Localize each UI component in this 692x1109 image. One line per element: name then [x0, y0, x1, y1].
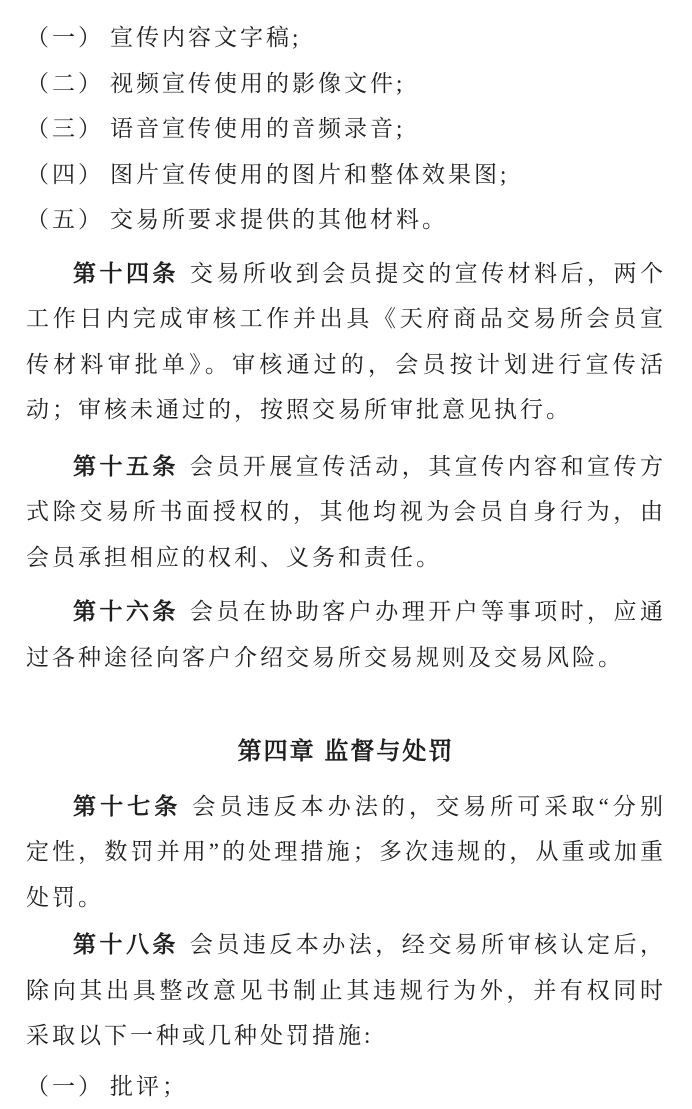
- article-paragraph-14: [26, 251, 666, 433]
- article-number: 第十六条: [73, 599, 179, 624]
- list-item-marker: （三）: [26, 116, 104, 141]
- article-text: 会员违反本办法的，交易所可采取“分别定性，数罚并用”的处理措施；多次违规的，从重或加重处罚。: [26, 794, 666, 910]
- article-number: 第十八条: [73, 932, 179, 957]
- list-item-text: 宣传内容文字稿;: [110, 25, 301, 50]
- article-number: 第十五条: [73, 454, 179, 479]
- list-item-text: 交易所要求提供的其他材料。: [110, 207, 448, 232]
- list-item-text: 批评；: [110, 1074, 188, 1099]
- article-paragraph-17: [26, 784, 666, 921]
- list-item: [26, 15, 666, 61]
- list-item: [26, 106, 666, 152]
- list-item-marker: （四）: [26, 162, 104, 187]
- list-item-text: 图片宣传使用的图片和整体效果图;: [110, 162, 509, 187]
- list-item-marker: （一）: [26, 1074, 104, 1099]
- list-item-marker: （一）: [26, 25, 104, 50]
- article-number: 第十四条: [73, 261, 179, 286]
- chapter-heading: 第四章 监督与处罚: [26, 729, 666, 775]
- list-item: [26, 197, 666, 243]
- article-paragraph-18: [26, 922, 666, 1059]
- article-number: 第十七条: [73, 794, 181, 819]
- article-paragraph-15: [26, 444, 666, 581]
- article-text: 会员在协助客户办理开户等事项时，应通过各种途径向客户介绍交易所交易规则及交易风险。: [26, 599, 666, 670]
- list-item-text: 视频宣传使用的影像文件;: [110, 71, 405, 96]
- article-paragraph-16: [26, 589, 666, 680]
- article-text: 交易所收到会员提交的宣传材料后，两个工作日内完成审核工作并出具《天府商品交易所会员宣传材料审批单》。审核通过的，会员按计划进行宣传活动；审核未通过的，按照交易所审批意见执行。: [26, 261, 666, 423]
- list-item-text: 语音宣传使用的音频录音;: [110, 116, 405, 141]
- list-item: [26, 152, 666, 198]
- list-item: [26, 61, 666, 107]
- list-item-marker: （二）: [26, 71, 104, 96]
- list-item-marker: （五）: [26, 207, 104, 232]
- penalty-list-item: [26, 1064, 666, 1109]
- article-text: 会员违反本办法，经交易所审核认定后，除向其出具整改意见书制止其违规行为外，并有权同时采取以下一种或几种处罚措施:: [26, 932, 666, 1048]
- article-text: 会员开展宣传活动，其宣传内容和宣传方式除交易所书面授权的，其他均视为会员自身行为，由会员承担相应的权利、义务和责任。: [26, 454, 666, 570]
